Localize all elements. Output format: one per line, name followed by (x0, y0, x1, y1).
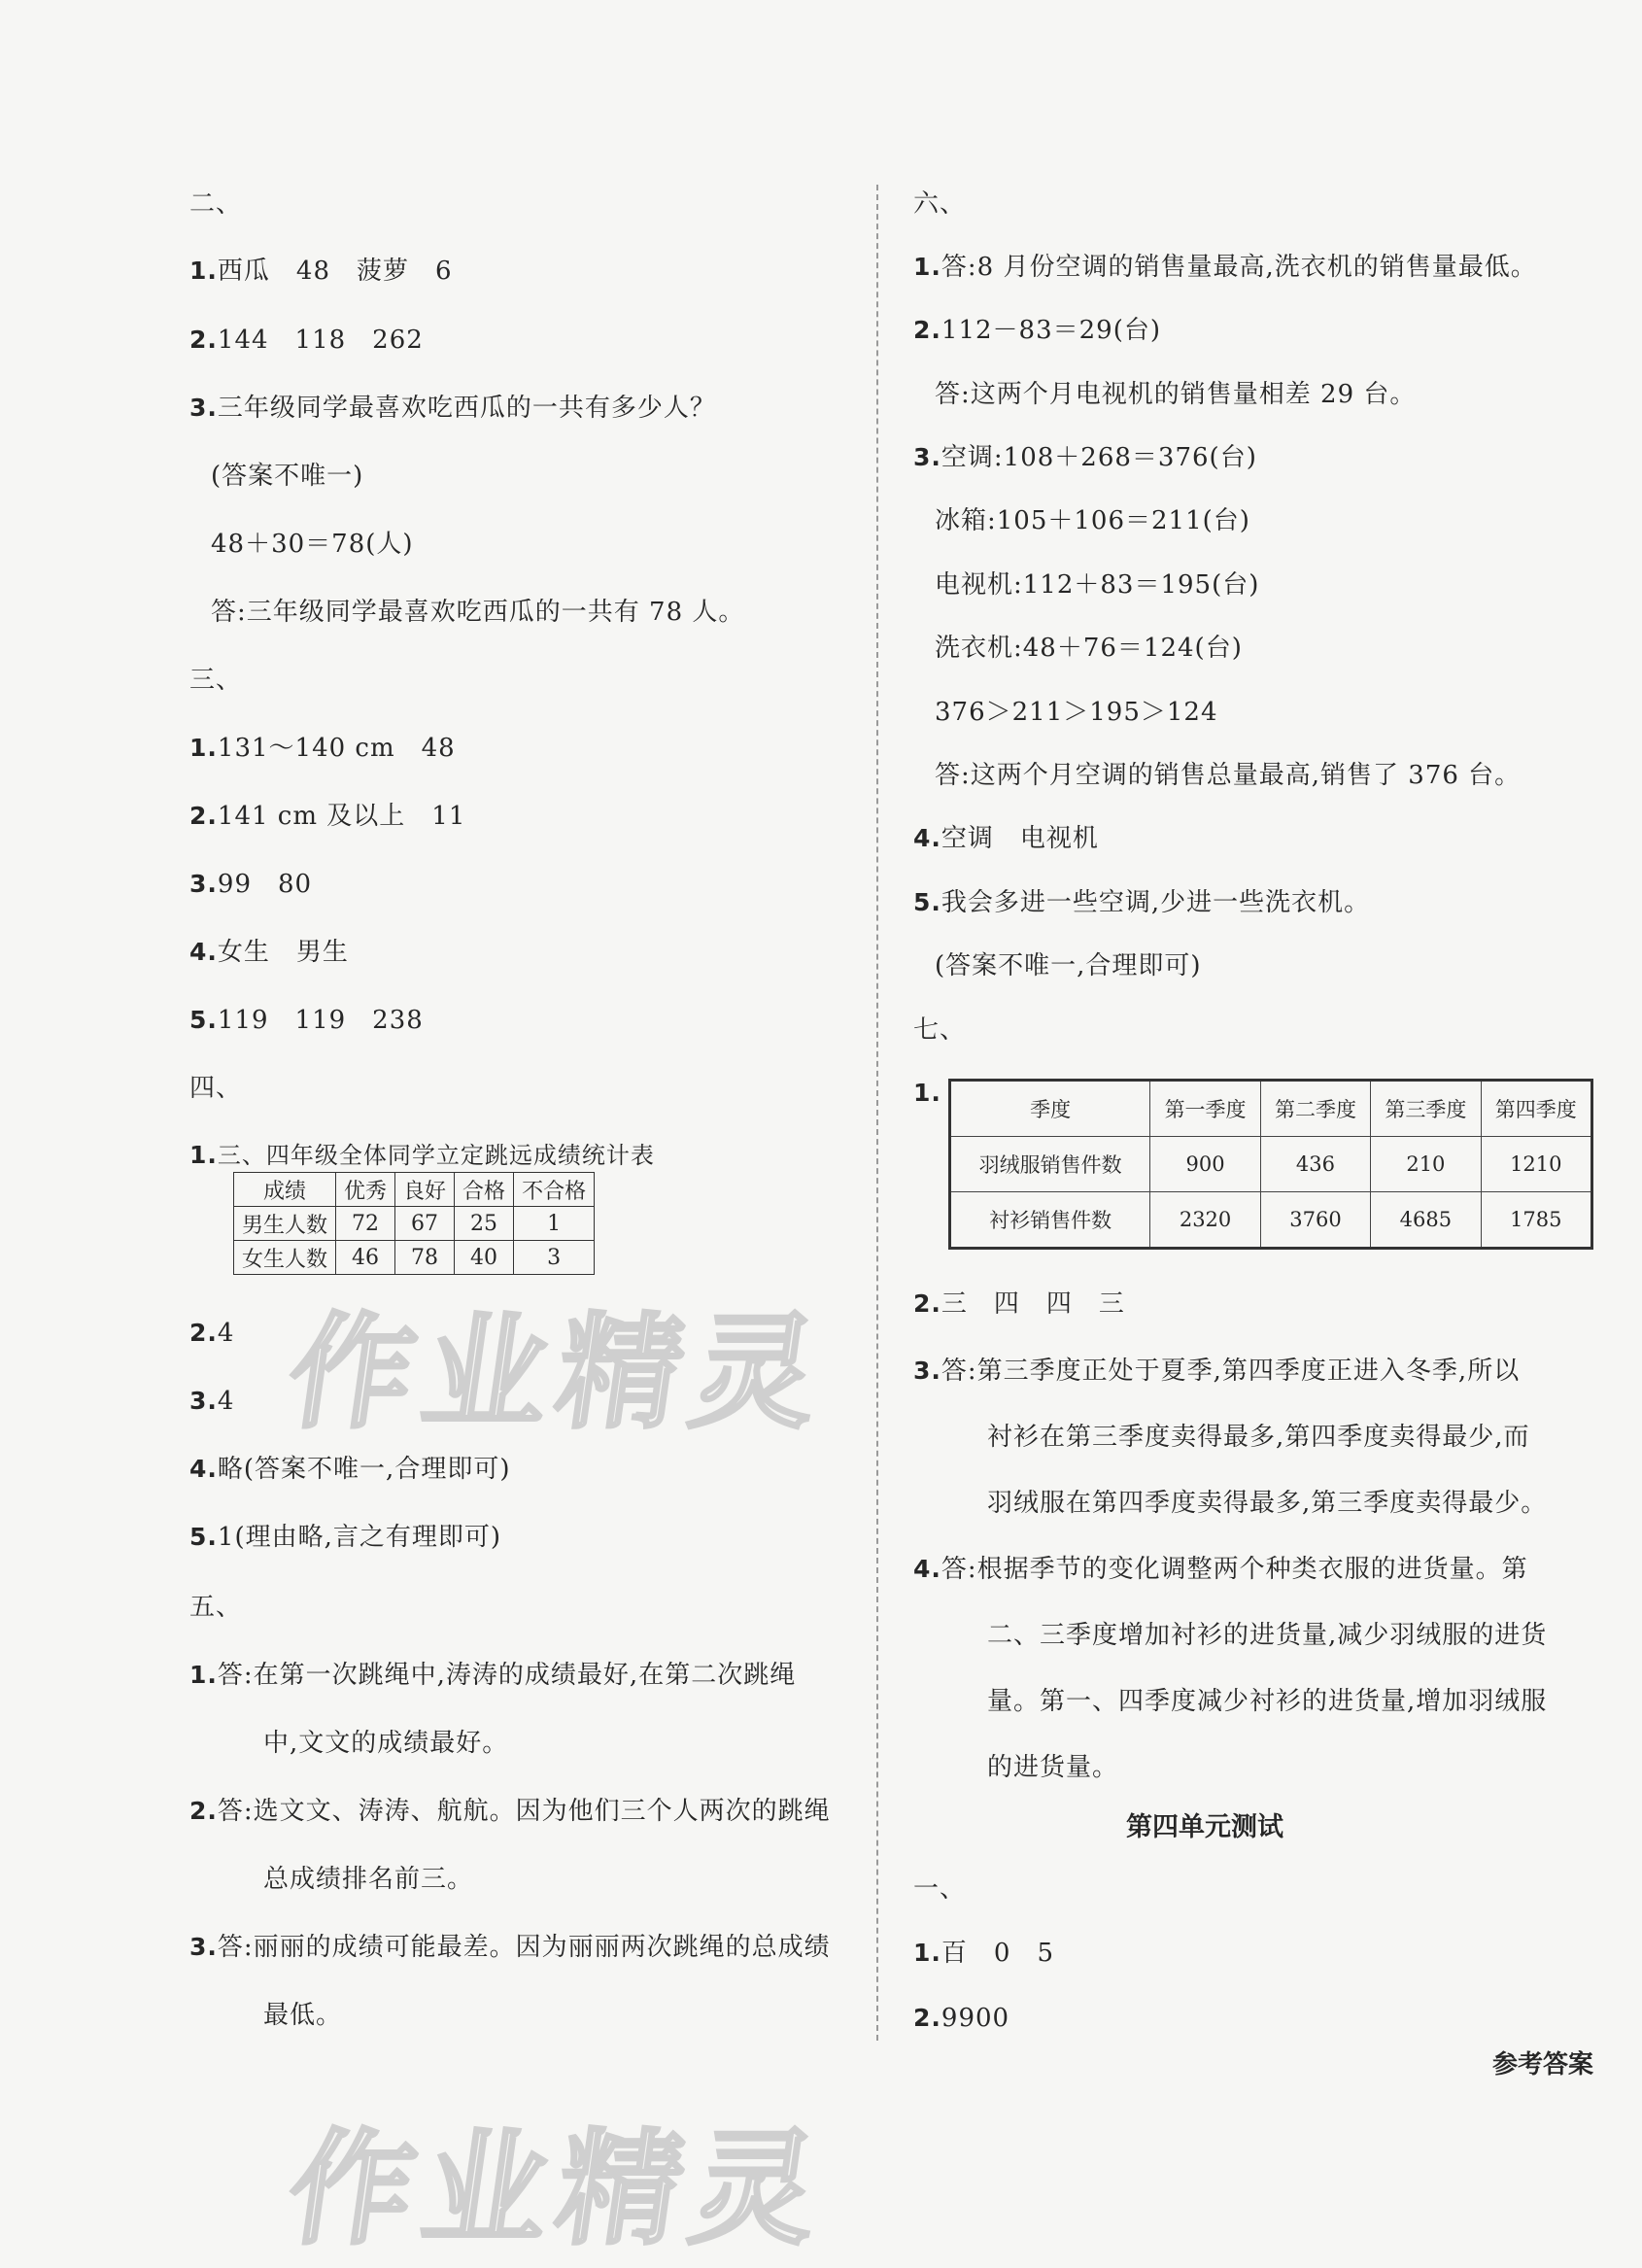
table-cell: 不合格 (514, 1173, 595, 1207)
table-cell: 900 (1150, 1137, 1260, 1192)
answer-line: 4.答:根据季节的变化调整两个种类衣服的进货量。第 (913, 1555, 1528, 1584)
answer-line: 1.三、四年级全体同学立定跳远成绩统计表 (189, 1141, 655, 1169)
answer-line: 4.空调 电视机 (913, 824, 1099, 853)
answer-line: 5.我会多进一些空调,少进一些洗衣机。 (913, 888, 1371, 917)
answer-line: 洗衣机:48＋76＝124(台) (935, 634, 1243, 663)
column-divider (876, 185, 878, 2041)
answer-line: 1.百 0 5 (913, 1939, 1054, 1968)
watermark: 作业精灵 (279, 2117, 837, 2262)
table-cell: 436 (1260, 1137, 1370, 1192)
section-heading: 五、 (189, 1593, 243, 1622)
table-cell: 羽绒服销售件数 (950, 1137, 1150, 1192)
section-heading: 七、 (913, 1015, 967, 1045)
table-cell: 第一季度 (1150, 1081, 1260, 1137)
watermark: 作业精灵 (279, 1301, 837, 1446)
answer-line: 3.三年级同学最喜欢吃西瓜的一共有多少人？ (189, 394, 716, 423)
table-cell: 25 (455, 1207, 514, 1241)
table-row (234, 1207, 595, 1241)
unit-title: 第四单元测试 (1126, 1812, 1283, 1842)
table-header-row (234, 1173, 595, 1207)
section-heading: 二、 (189, 189, 243, 219)
answer-line: 2.112－83＝29(台) (913, 316, 1161, 345)
answer-line: 的进货量。 (987, 1753, 1119, 1782)
table-row (950, 1137, 1592, 1192)
answer-line: 电视机:112＋83＝195(台) (935, 570, 1260, 600)
table-cell: 4685 (1371, 1192, 1481, 1249)
answer-line: 2.141 cm 及以上 11 (189, 802, 466, 831)
answer-note: (答案不唯一,合理即可) (935, 951, 1202, 980)
table-cell: 季度 (950, 1081, 1150, 1137)
table-cell: 1 (514, 1207, 595, 1241)
table-cell: 3 (514, 1241, 595, 1275)
section-heading: 四、 (189, 1074, 243, 1103)
section-heading: 一、 (913, 1874, 967, 1904)
answer-line: 4.略(答案不唯一,合理即可) (189, 1455, 511, 1484)
answer-line: 答:这两个月电视机的销售量相差 29 台。 (935, 380, 1417, 409)
table-cell: 第四季度 (1481, 1081, 1591, 1137)
table-cell: 第二季度 (1260, 1081, 1370, 1137)
answer-line: 3.空调:108＋268＝376(台) (913, 443, 1257, 472)
table-cell: 2320 (1150, 1192, 1260, 1249)
table-cell: 210 (1371, 1137, 1481, 1192)
answer-line: 1.西瓜 48 菠萝 6 (189, 257, 453, 286)
table-cell: 46 (336, 1241, 395, 1275)
answer-line: 答:这两个月空调的销售总量最高,销售了 376 台。 (935, 761, 1522, 790)
answer-line: 2.144 118 262 (189, 326, 424, 355)
answer-line: 1.答:8 月份空调的销售量最高,洗衣机的销售量最低。 (913, 253, 1537, 282)
answer-note: (答案不唯一) (211, 462, 364, 491)
table-cell: 女生人数 (234, 1241, 336, 1275)
table-cell: 合格 (455, 1173, 514, 1207)
answer-line: 5.119 119 238 (189, 1006, 424, 1035)
answer-line: 48＋30＝78(人) (211, 530, 414, 559)
answer-line: 2.三 四 四 三 (913, 1289, 1125, 1319)
answer-line: 1. (913, 1079, 941, 1107)
answer-line: 3.答:第三季度正处于夏季,第四季度正进入冬季,所以 (913, 1357, 1521, 1386)
section-heading: 三、 (189, 666, 243, 695)
sales-table (948, 1079, 1593, 1250)
table-cell: 第三季度 (1371, 1081, 1481, 1137)
table-cell: 3760 (1260, 1192, 1370, 1249)
answer-line: 冰箱:105＋106＝211(台) (935, 506, 1250, 535)
answer-line: 4.女生 男生 (189, 938, 349, 967)
answer-line: 1.答:在第一次跳绳中,涛涛的成绩最好,在第二次跳绳 (189, 1661, 797, 1690)
answer-line: 376＞211＞195＞124 (935, 698, 1218, 727)
answer-line: 羽绒服在第四季度卖得最多,第三季度卖得最少。 (987, 1489, 1548, 1518)
table-cell: 1210 (1481, 1137, 1591, 1192)
answer-line: 5.1(理由略,言之有理即可) (189, 1523, 502, 1552)
table-cell: 良好 (395, 1173, 455, 1207)
table-cell: 1785 (1481, 1192, 1591, 1249)
page-footer-label: 参考答案 (1491, 2050, 1593, 2079)
table-row (950, 1192, 1592, 1249)
table-cell: 衬衫销售件数 (950, 1192, 1150, 1249)
answer-line: 2.9900 (913, 2004, 1010, 2033)
section-heading: 六、 (913, 189, 967, 219)
table-cell: 男生人数 (234, 1207, 336, 1241)
answer-line: 3.答:丽丽的成绩可能最差。因为丽丽两次跳绳的总成绩 (189, 1933, 831, 1962)
jump-score-table (233, 1172, 595, 1275)
answer-line: 1.131～140 cm 48 (189, 734, 456, 763)
table-cell: 优秀 (336, 1173, 395, 1207)
table-row (234, 1241, 595, 1275)
answer-line: 最低。 (263, 2001, 343, 2030)
table-cell: 67 (395, 1207, 455, 1241)
answer-line: 答:三年级同学最喜欢吃西瓜的一共有 78 人。 (211, 598, 745, 627)
answer-line: 3.4 (189, 1387, 235, 1416)
table-cell: 成绩 (234, 1173, 336, 1207)
table-cell: 40 (455, 1241, 514, 1275)
table-cell: 78 (395, 1241, 455, 1275)
answer-line: 2.答:选文文、涛涛、航航。因为他们三个人两次的跳绳 (189, 1797, 831, 1826)
table-header-row (950, 1081, 1592, 1137)
answer-line: 2.4 (189, 1319, 235, 1348)
answer-line: 中,文文的成绩最好。 (263, 1729, 509, 1758)
table-cell: 72 (336, 1207, 395, 1241)
answer-line: 量。第一、四季度减少衬衫的进货量,增加羽绒服 (987, 1687, 1548, 1716)
answer-line: 总成绩排名前三。 (263, 1865, 474, 1894)
answer-line: 3.99 80 (189, 870, 313, 899)
answer-line: 衬衫在第三季度卖得最多,第四季度卖得最少,而 (987, 1423, 1530, 1452)
answer-line: 二、三季度增加衬衫的进货量,减少羽绒服的进货 (987, 1621, 1548, 1650)
